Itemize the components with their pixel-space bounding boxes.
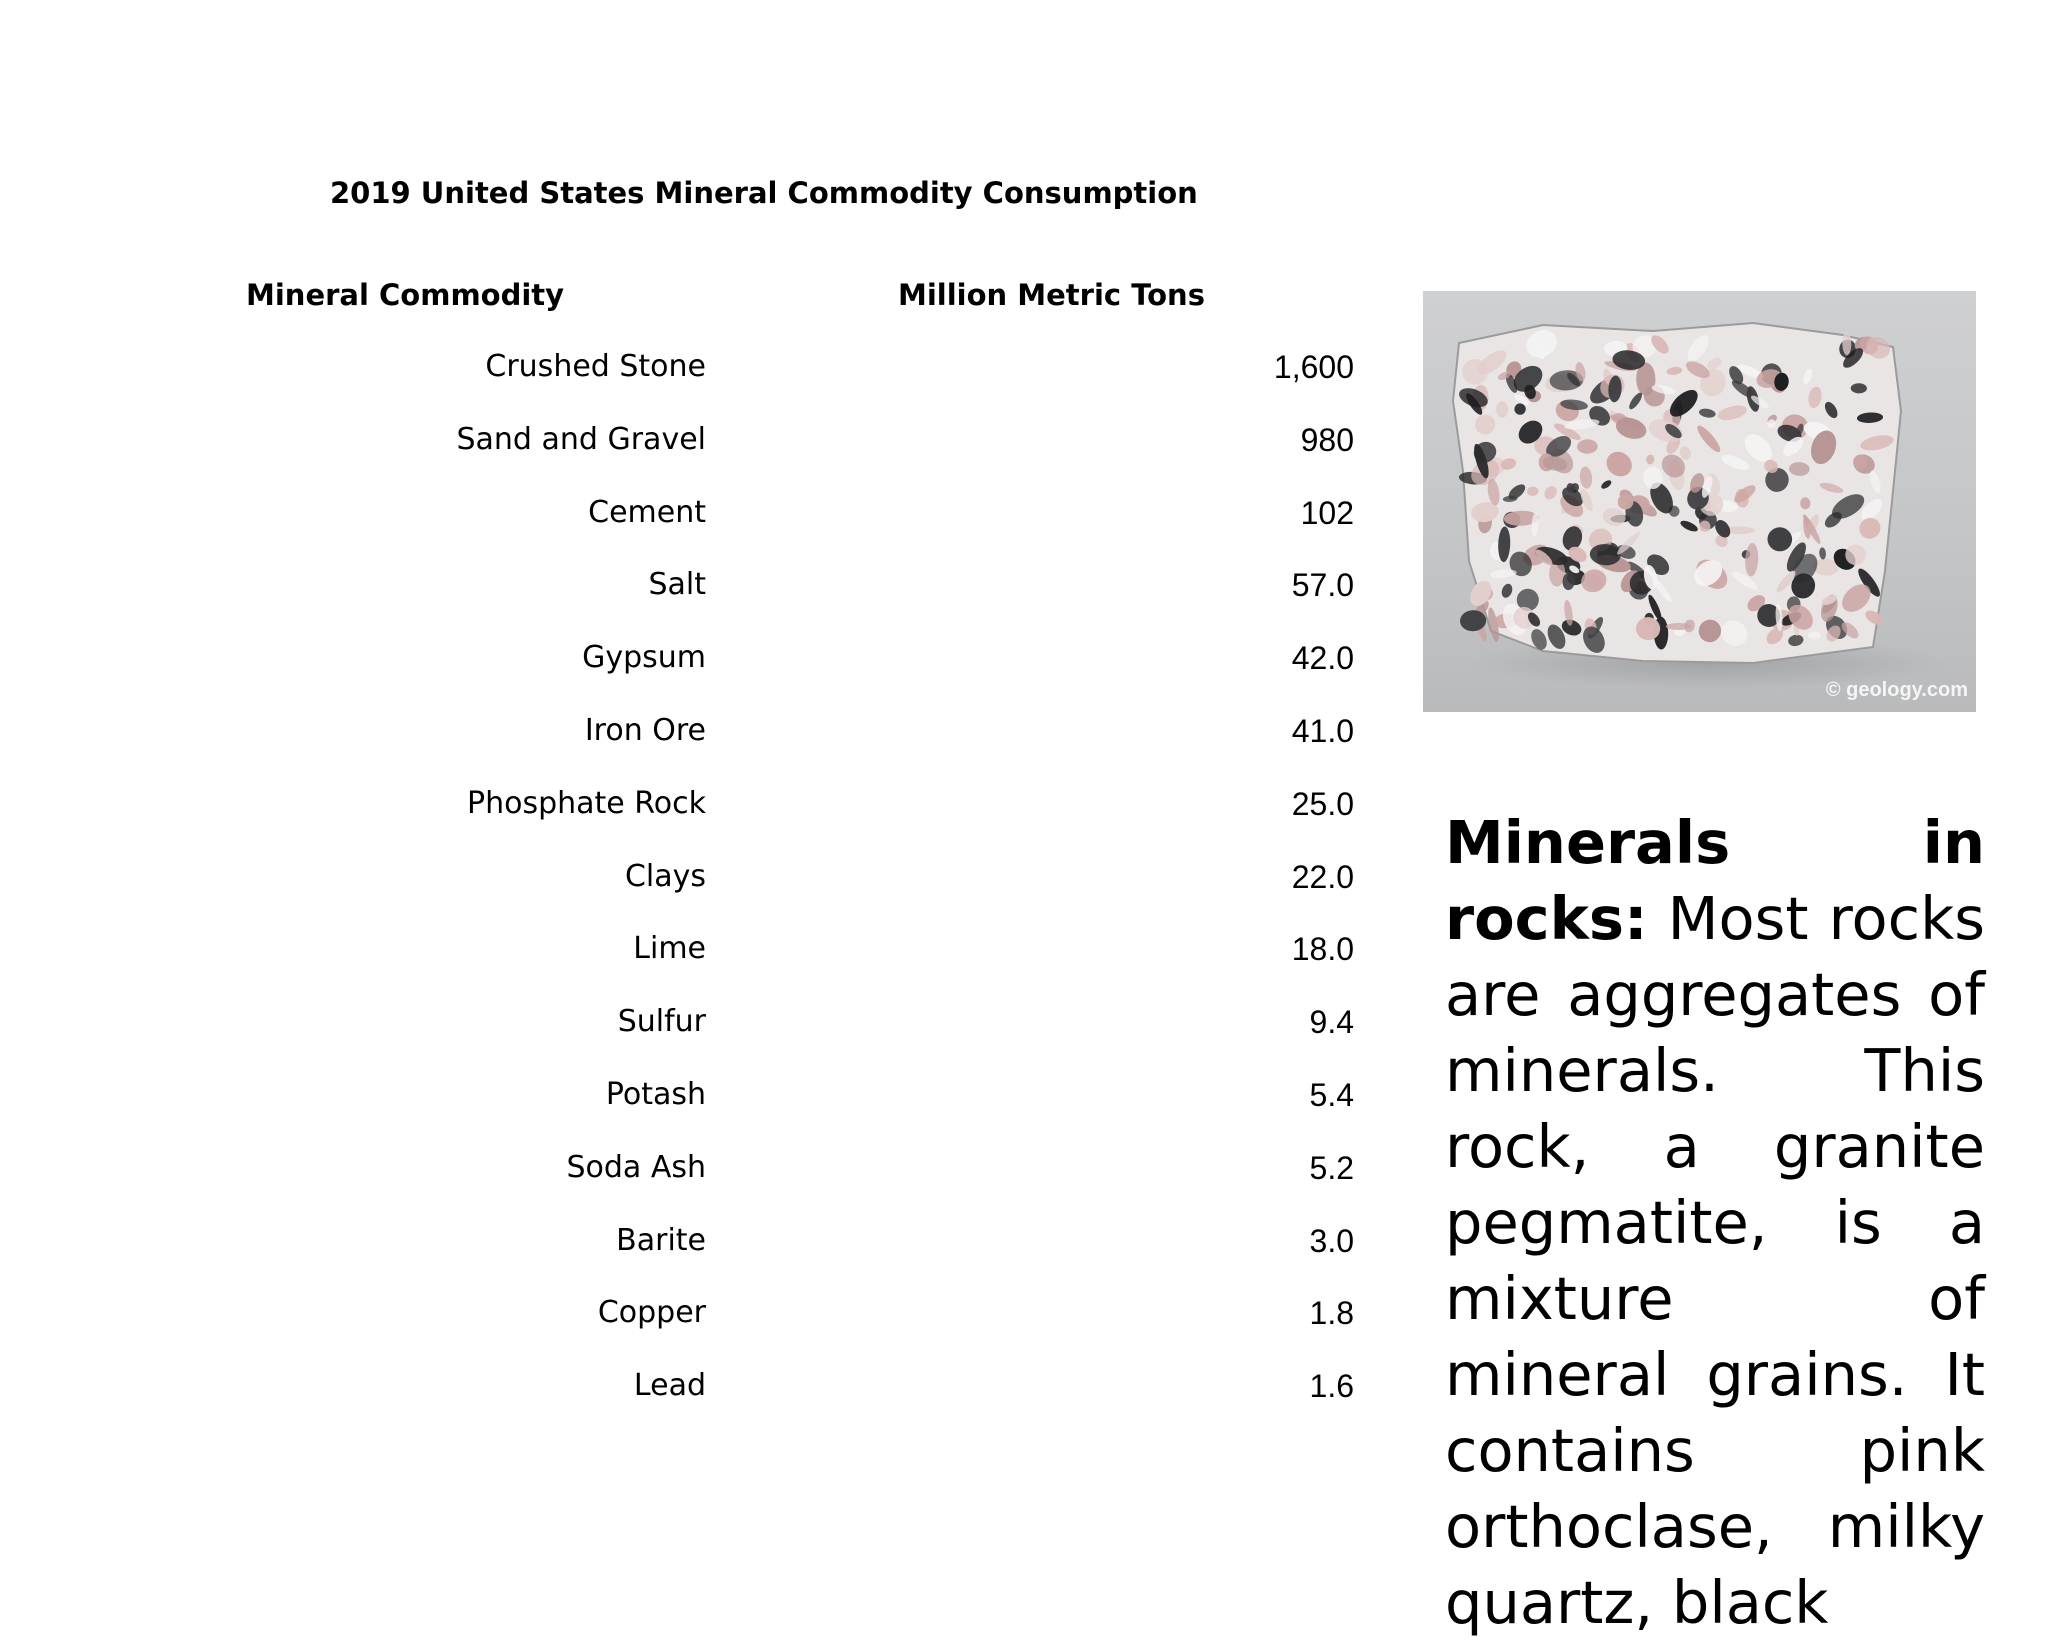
- table-row: [0, 567, 1360, 640]
- table-row: [0, 349, 1360, 422]
- commodity-value: 57.0: [1291, 567, 1354, 604]
- commodity-name: Sulfur: [617, 1004, 706, 1040]
- commodity-table: [0, 349, 1360, 1441]
- commodity-name: Iron Ore: [584, 712, 706, 748]
- rock-illustration: [1423, 291, 1976, 712]
- commodity-name: Clays: [624, 858, 706, 894]
- column-header-tons: Million Metric Tons: [898, 278, 1205, 312]
- commodity-value: 9.4: [1309, 1004, 1354, 1041]
- commodity-value: 102: [1300, 494, 1354, 531]
- commodity-name: Copper: [597, 1295, 706, 1331]
- commodity-name: Lime: [633, 931, 706, 967]
- paragraph-lead: Minerals in rocks:: [1445, 808, 1985, 953]
- table-row: [0, 1077, 1360, 1150]
- commodity-value: 1.8: [1309, 1295, 1354, 1332]
- table-row: [0, 786, 1360, 859]
- commodity-name: Sand and Gravel: [456, 421, 706, 457]
- commodity-name: Potash: [605, 1076, 706, 1112]
- commodity-name: Crushed Stone: [485, 349, 706, 384]
- commodity-value: 1.6: [1309, 1368, 1354, 1405]
- table-row: [0, 859, 1360, 932]
- commodity-value: 1,600: [1273, 349, 1354, 385]
- table-row: [0, 1004, 1360, 1077]
- mineral-grain: [1666, 623, 1692, 630]
- commodity-value: 980: [1300, 421, 1354, 458]
- table-row: [0, 931, 1360, 1004]
- commodity-name: Salt: [648, 567, 706, 603]
- commodity-value: 5.2: [1309, 1149, 1354, 1186]
- commodity-name: Soda Ash: [566, 1149, 706, 1185]
- commodity-name: Barite: [616, 1222, 706, 1258]
- commodity-value: 41.0: [1291, 712, 1354, 749]
- commodity-value: 5.4: [1309, 1076, 1354, 1113]
- commodity-name: Gypsum: [582, 640, 706, 676]
- commodity-value: 42.0: [1291, 640, 1354, 677]
- commodity-name: Lead: [633, 1368, 706, 1404]
- column-header-mineral: Mineral Commodity: [246, 278, 565, 312]
- granite-pegmatite-photo: [1423, 291, 1976, 712]
- table-row: [0, 1223, 1360, 1296]
- paragraph-body: Most rocks are aggregates of minerals. This rock, a granite pegmatite, is a mixture of mineral grains. It contains pink orthoclase, milky quartz, black: [1445, 884, 1985, 1637]
- commodity-value: 22.0: [1291, 858, 1354, 895]
- commodity-name: Cement: [588, 494, 706, 530]
- minerals-in-rocks-text: [1445, 805, 1985, 1641]
- photo-watermark: © geology.com: [1825, 679, 1968, 701]
- table-row: [0, 640, 1360, 713]
- table-row: [0, 422, 1360, 495]
- table-row: [0, 1295, 1360, 1368]
- commodity-value: 25.0: [1291, 785, 1354, 822]
- commodity-value: 3.0: [1309, 1222, 1354, 1259]
- commodity-value: 18.0: [1291, 931, 1354, 968]
- table-row: [0, 713, 1360, 786]
- table-title: 2019 United States Mineral Commodity Consumption: [330, 176, 1198, 210]
- commodity-name: Phosphate Rock: [466, 785, 706, 821]
- table-row: [0, 1368, 1360, 1441]
- table-row: [0, 1150, 1360, 1223]
- table-row: [0, 495, 1360, 568]
